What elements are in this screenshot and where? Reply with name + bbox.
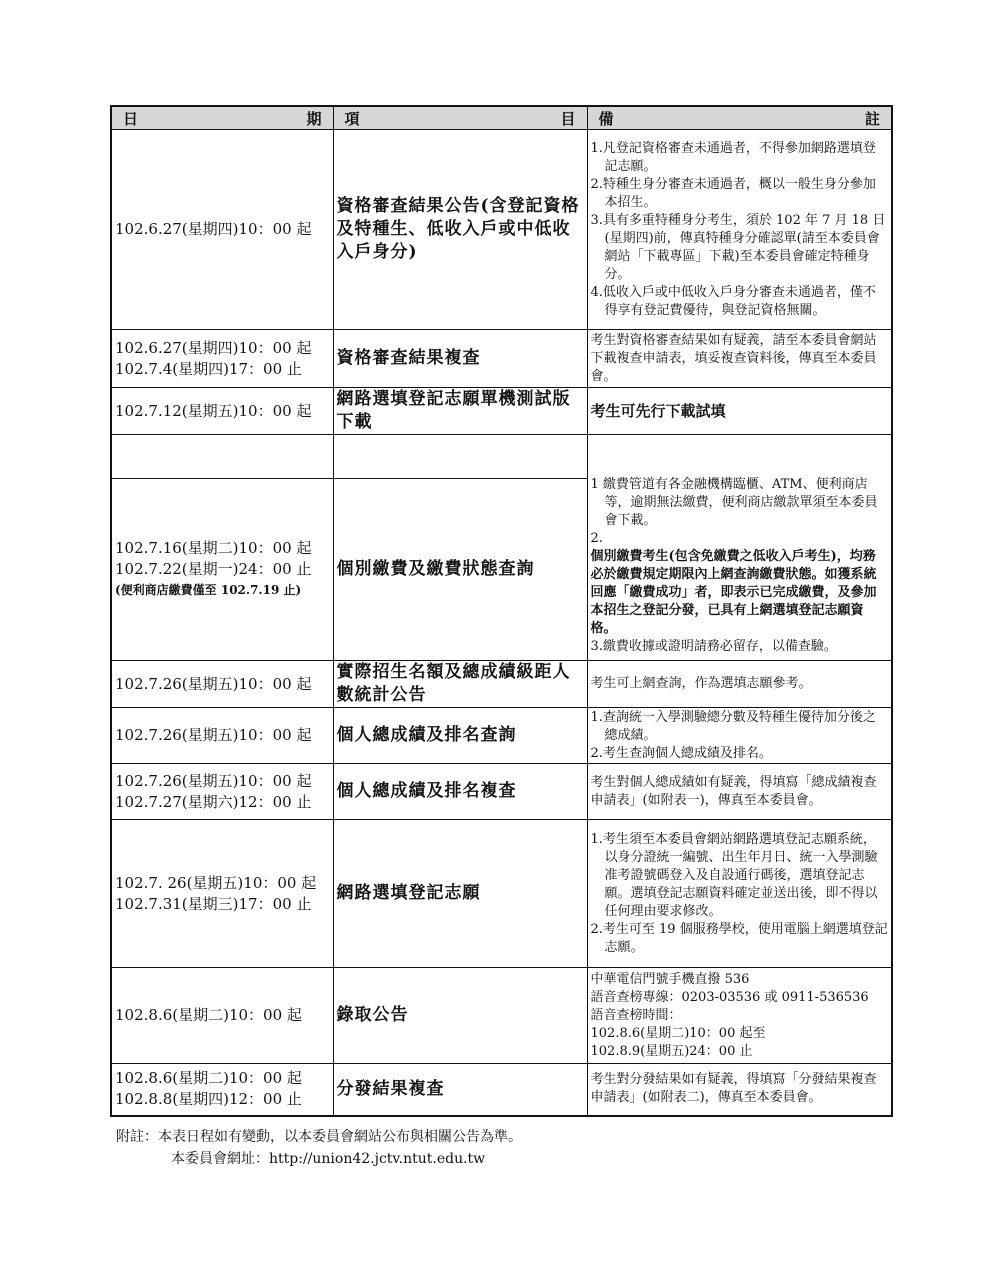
row-item: 網路選填登記志願單機測試版下載 <box>333 388 587 435</box>
row-item: 實際招生名額及總成績級距人數統計公告 <box>333 661 587 708</box>
header-item: 項 目 <box>333 106 587 130</box>
blank-cell <box>111 435 333 479</box>
row-item: 個人總成績及排名查詢 <box>333 708 587 764</box>
table-row <box>111 388 892 435</box>
blank-cell <box>333 435 587 479</box>
table-row <box>111 764 892 820</box>
row-note: 考生對資格審查結果如有疑義，請至本委員會網站下載複查申請表，填妥複查資料後，傳真至本委員會。 <box>587 330 892 388</box>
row-date: 102.8.6(星期二)10：00 起 102.8.8(星期四)12：00 止 <box>111 1064 333 1116</box>
row-date: 102.8.6(星期二)10：00 起 <box>111 968 333 1064</box>
footer-notes <box>116 1126 522 1170</box>
schedule-table <box>110 105 893 1117</box>
row-date: 102.7. 26(星期五)10：00 起 102.7.31(星期三)17：00 止 <box>111 820 333 968</box>
row-item: 個人總成績及排名複查 <box>333 764 587 820</box>
row-date: 102.7.12(星期五)10：00 起 <box>111 388 333 435</box>
table-row <box>111 1064 892 1116</box>
header-note: 備 註 <box>587 106 892 130</box>
row-date: 102.6.27(星期四)10：00 起 102.7.4(星期四)17：00 止 <box>111 330 333 388</box>
row-note: 考生可先行下載試填 <box>587 388 892 435</box>
table-header-row <box>111 106 892 130</box>
table-row <box>111 708 892 764</box>
footer-remark: 附註：本表日程如有變動，以本委員會網站公布與相關公告為準。 <box>116 1129 522 1145</box>
table-row <box>111 820 892 968</box>
row-note: 1.查詢統一入學測驗總分數及特種生優待加分後之總成績。 2.考生查詢個人總成績及排名。 <box>587 708 892 764</box>
row-note: 1.凡登記資格審查未通過者，不得參加網路選填登記志願。 2.特種生身分審查未通過者，概以一般生身分參加本招生。 3.具有多重特種身分考生，須於 102 年 7 月 18 日(星期四)前，傳真特種身分確認單(請至本委員會網站「下載專區」下載)至本委員會確定特種身分。 4.低收入戶或中低收入戶身分審查未通過者，僅不得享有登記費優待，與登記資格無關。 <box>587 130 892 330</box>
row-note: 考生對個人總成績如有疑義，得填寫「總成績複查申請表」(如附表一)，傳真至本委員會。 <box>587 764 892 820</box>
row-item: 個別繳費及繳費狀態查詢 <box>333 479 587 661</box>
table-row <box>111 330 892 388</box>
table-row-blank <box>111 435 892 479</box>
row-note: 1 繳費管道有各金融機構臨櫃、ATM、便利商店等，逾期無法繳費，便利商店繳款單須至本委員會下載。 2. 個別繳費考生(包含免繳費之低收入戶考生)，均務必於繳費規定期限內上網查詢繳費狀態。如獲系統回應「繳費成功」者，即表示已完成繳費，及參加本招生之登記分發，已具有上網選填登記志願資格。 3.繳費收據或證明請務必留存，以備查驗。 <box>587 435 892 661</box>
row-date: 102.7.16(星期二)10：00 起 102.7.22(星期一)24：00 止 (便利商店繳費僅至 102.7.19 止) <box>111 479 333 661</box>
row-date: 102.7.26(星期五)10：00 起 <box>111 708 333 764</box>
table-row <box>111 661 892 708</box>
row-item: 資格審查結果公告(含登記資格及特種生、低收入戶或中低收入戶身分) <box>333 130 587 330</box>
row-date: 102.7.26(星期五)10：00 起 <box>111 661 333 708</box>
table-row <box>111 130 892 330</box>
row-date: 102.7.26(星期五)10：00 起 102.7.27(星期六)12：00 止 <box>111 764 333 820</box>
row-item: 網路選填登記志願 <box>333 820 587 968</box>
row-note: 考生對分發結果如有疑義，得填寫「分發結果複查申請表」(如附表二)，傳真至本委員會。 <box>587 1064 892 1116</box>
row-note: 考生可上網查詢，作為選填志願參考。 <box>587 661 892 708</box>
row-note: 1.考生須至本委員會網站網路選填登記志願系統，以身分證統一編號、出生年月日、統一入學測驗准考證號碼登入及自設通行碼後，選填登記志願。選填登記志願資料確定並送出後，即不得以任何理由要求修改。 2.考生可至 19 個服務學校，使用電腦上網選填登記志願。 <box>587 820 892 968</box>
footer-website: 本委員會網址：http://union42.jctv.ntut.edu.tw <box>171 1151 486 1167</box>
table-row <box>111 968 892 1064</box>
header-date: 日 期 <box>111 106 333 130</box>
row-item: 資格審查結果複查 <box>333 330 587 388</box>
row-item: 錄取公告 <box>333 968 587 1064</box>
row-item: 分發結果複查 <box>333 1064 587 1116</box>
row-date: 102.6.27(星期四)10：00 起 <box>111 130 333 330</box>
row-note: 中華電信門號手機直撥 536 語音查榜專線：0203-03536 或 0911-536536 語音查榜時間： 102.8.6(星期二)10：00 起至 102.8.9(星期五)24：00 止 <box>587 968 892 1064</box>
